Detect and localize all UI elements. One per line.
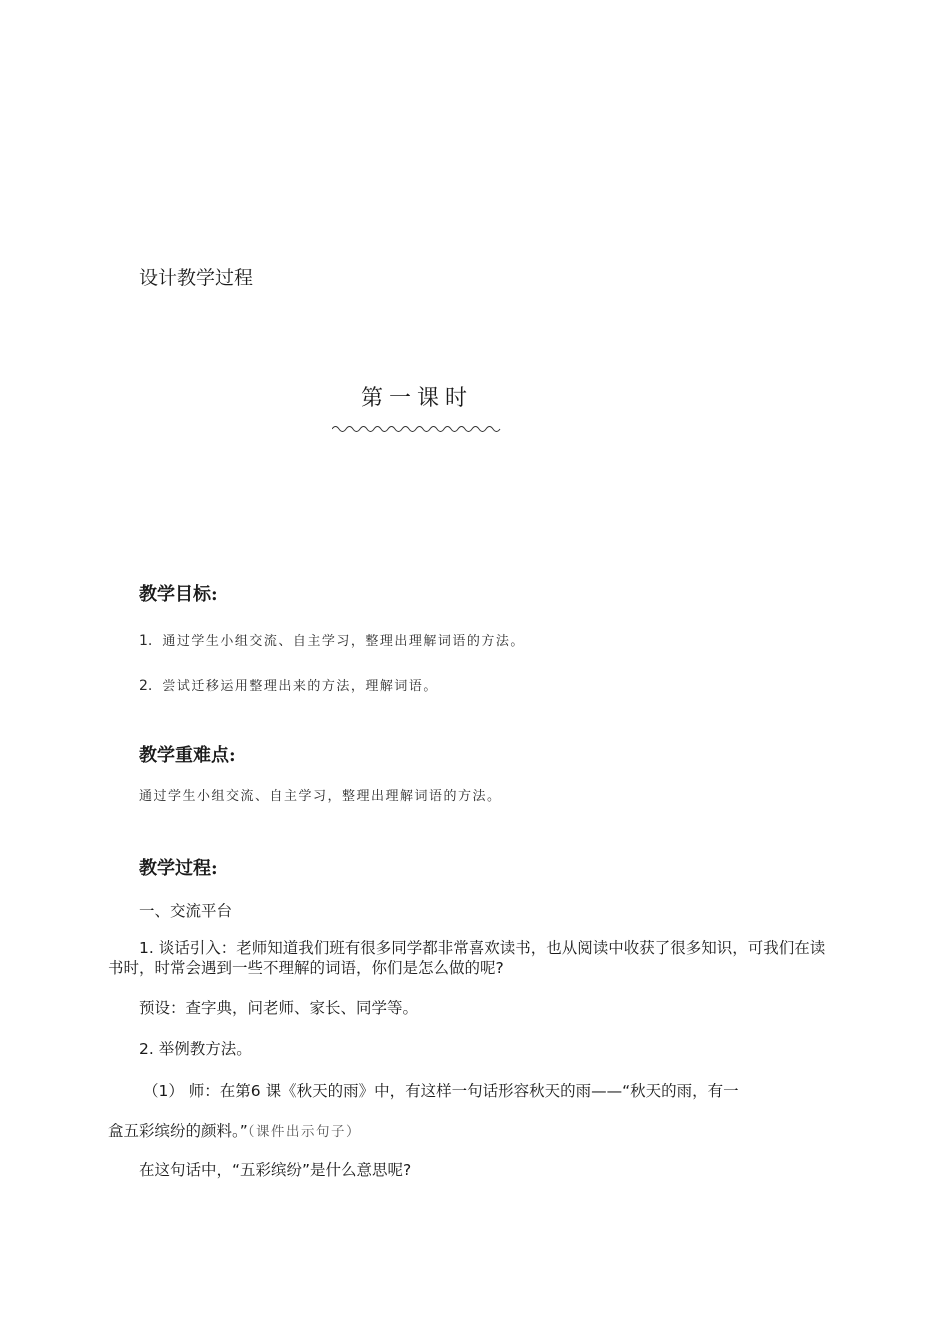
goal-item-1 <box>139 630 525 649</box>
courseware-note: （课件出示句子） <box>247 1124 362 1140</box>
goal-item-text: 尝试迁移运用整理出来的方法，理解词语。 <box>162 679 438 694</box>
key-points-heading: 教学重难点: <box>139 745 236 766</box>
wavy-underline <box>332 423 502 435</box>
key-points-text: 通过学生小组交流、自主学习，整理出理解词语的方法。 <box>139 789 502 804</box>
goal-item-number: 2. <box>139 678 153 694</box>
goal-item-number: 1. <box>139 633 153 649</box>
sub-step-1-line-2 <box>108 1119 361 1141</box>
question-text: 在这句话中，“五彩缤纷”是什么意思呢? <box>139 1161 412 1179</box>
process-heading: 教学过程: <box>139 858 218 879</box>
goal-item-2 <box>139 675 438 694</box>
step-2-text: 2. 举例教方法。 <box>139 1040 252 1058</box>
lesson-title: 第一课时 <box>360 386 473 411</box>
document-title: 设计教学过程 <box>139 267 254 289</box>
sub-step-1-quote-end: 盒五彩缤纷的颜料。” <box>108 1122 248 1140</box>
preset-text: 预设：查字典，问老师、家长、同学等。 <box>139 999 419 1017</box>
goals-heading: 教学目标: <box>139 584 218 605</box>
step-1-paragraph: 1. 谈话引入：老师知道我们班有很多同学都非常喜欢读书，也从阅读中收获了很多知识，可我们在读书时，时常会遇到一些不理解的词语，你们是怎么做的呢? <box>108 939 826 977</box>
goal-item-text: 通过学生小组交流、自主学习，整理出理解词语的方法。 <box>162 634 525 649</box>
sub-step-1-line-1: （1） 师：在第6 课《秋天的雨》中，有这样一句话形容秋天的雨——“秋天的雨，有一 <box>143 1082 739 1100</box>
section-title: 一、交流平台 <box>139 902 233 920</box>
